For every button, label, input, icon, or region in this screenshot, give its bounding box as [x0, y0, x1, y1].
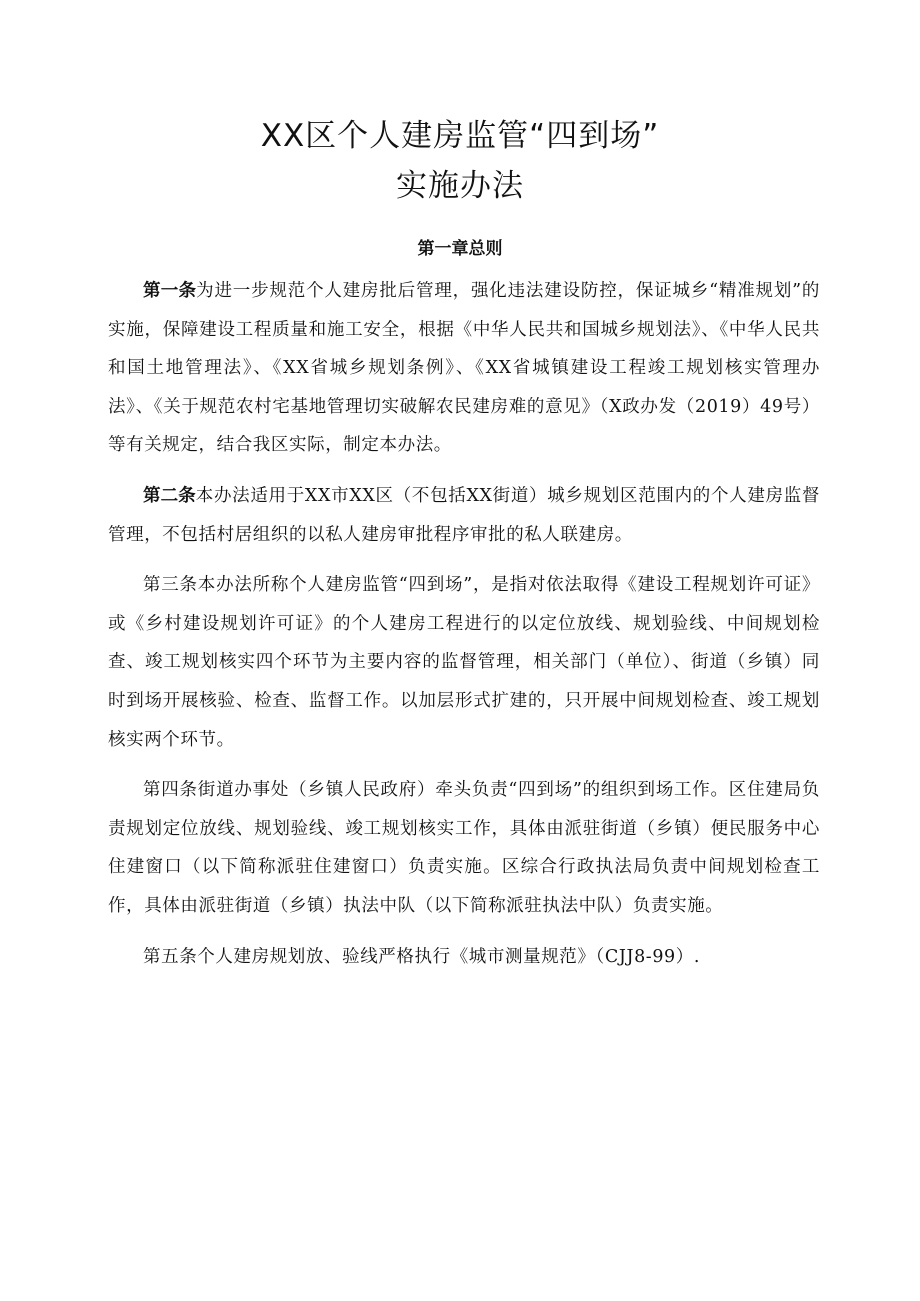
- chapter-heading: 第一章总则: [417, 239, 503, 259]
- document-body: [108, 272, 820, 988]
- article-1-text: 为进一步规范个人建房批后管理，强化违法建设防控，保证城乡“精准规划”的实施，保障建设工程质量和施工安全，根据《中华人民共和国城乡规划法》、《中华人民共和国土地管理法》、《XX省城乡规划条例》、《XX省城镇建设工程竣工规划核实管理办法》、《关于规范农村宅基地管理切实破解农民建房难的意见》（X政办发（2019）49号）等有关规定，结合我区实际，制定本办法。: [108, 281, 821, 456]
- document-title-line1: XX区个人建房监管“四到场”: [260, 118, 660, 154]
- article-4: [108, 771, 820, 925]
- article-3-text: 第三条本办法所称个人建房监管“四到场”，是指对依法取得《建设工程规划许可证》或《乡村建设规划许可证》的个人建房工程进行的以定位放线、规划验线、中间规划检查、竣工规划核实四个环节为主要内容的监督管理，相关部门（单位）、街道（乡镇）同时到场开展核验、检查、监督工作。以加层形式扩建的，只开展中间规划检查、竣工规划核实两个环节。: [108, 575, 820, 750]
- article-3: [108, 566, 820, 759]
- article-2: [108, 477, 820, 554]
- article-1-heading: 第一条: [143, 281, 197, 301]
- article-5-text: 第五条个人建房规划放、验线严格执行《城市测量规范》（CJJ8-99）.: [143, 946, 701, 967]
- article-2-text: 本办法适用于XX市XX区（不包括XX街道）城乡规划区范围内的个人建房监督管理，不包括村居组织的以私人建房审批程序审批的私人联建房。: [108, 485, 821, 545]
- article-2-heading: 第二条: [143, 485, 196, 506]
- article-4-text: 第四条街道办事处（乡镇人民政府）牵头负责“四到场”的组织到场工作。区住建局负责规划定位放线、规划验线、竣工规划核实工作，具体由派驻街道（乡镇）便民服务中心住建窗口（以下简称派驻住建窗口）负责实施。区综合行政执法局负责中间规划检查工作，具体由派驻街道（乡镇）执法中队（以下简称派驻执法中队）负责实施。: [108, 780, 820, 916]
- document-title-line2: 实施办法: [396, 168, 524, 204]
- article-1: [108, 272, 820, 465]
- article-5: [108, 938, 820, 977]
